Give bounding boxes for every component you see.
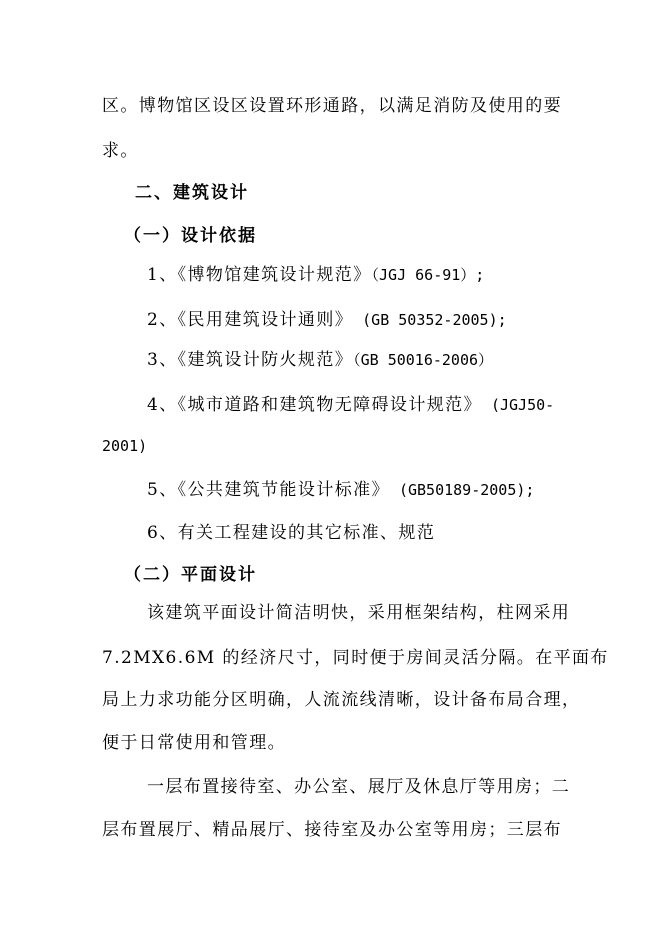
reference-code: (JGJ50-: [481, 396, 555, 414]
paragraph-line: 区。博物馆区设区设置环形通路，以满足消防及使用的要: [102, 96, 562, 116]
reference-title: 有关工程建设的其它标准、规范: [177, 523, 436, 543]
paragraph-line: 该建筑平面设计简洁明快，采用框架结构，柱网采用: [147, 603, 571, 623]
reference-title: 《建筑设计防火规范》: [177, 350, 354, 370]
reference-number: 4、: [147, 395, 178, 415]
reference-item: [147, 265, 484, 285]
reference-title: 《民用建筑设计通则》: [177, 310, 354, 330]
paragraph-line: 便于日常使用和管理。: [102, 733, 286, 753]
reference-number: 1、: [147, 265, 178, 285]
paragraph-line: 局上力求功能分区明确，人流流线清晰，设计备布局合理，: [102, 690, 581, 710]
reference-number: 5、: [147, 480, 178, 500]
reference-item: [147, 523, 435, 543]
reference-code: （JGJ 66-91）;: [371, 266, 485, 284]
paragraph-line: 求。: [102, 141, 139, 161]
paragraph-line: 7.2MX6.6M 的经济尺寸，同时便于房间灵活分隔。在平面布: [102, 648, 609, 668]
reference-item: [147, 395, 554, 415]
reference-item: [147, 310, 507, 330]
reference-number: 3、: [147, 350, 178, 370]
reference-item: [147, 480, 534, 500]
paragraph-line: 层布置展厅、精品展厅、接待室及办公室等用房；三层布: [102, 820, 562, 840]
reference-number: 6、: [147, 523, 178, 543]
section-heading: 二、建筑设计: [135, 183, 249, 203]
reference-title: 《博物馆建筑设计规范》: [177, 265, 372, 285]
reference-code: (GB50189-2005);: [389, 481, 535, 499]
subsection-heading-plan: （二）平面设计: [124, 565, 257, 585]
reference-code: （GB 50016-2006）: [353, 351, 494, 369]
reference-code: (GB 50352-2005);: [353, 311, 507, 329]
reference-item: [147, 350, 493, 370]
paragraph-line: 一层布置接待室、办公室、展厅及休息厅等用房；二: [147, 777, 571, 797]
reference-title: 《城市道路和建筑物无障碍设计规范》: [177, 395, 482, 415]
reference-title: 《公共建筑节能设计标准》: [177, 480, 390, 500]
subsection-heading-basis: （一）设计依据: [124, 226, 257, 246]
reference-number: 2、: [147, 310, 178, 330]
reference-continuation: 2001): [102, 437, 148, 455]
